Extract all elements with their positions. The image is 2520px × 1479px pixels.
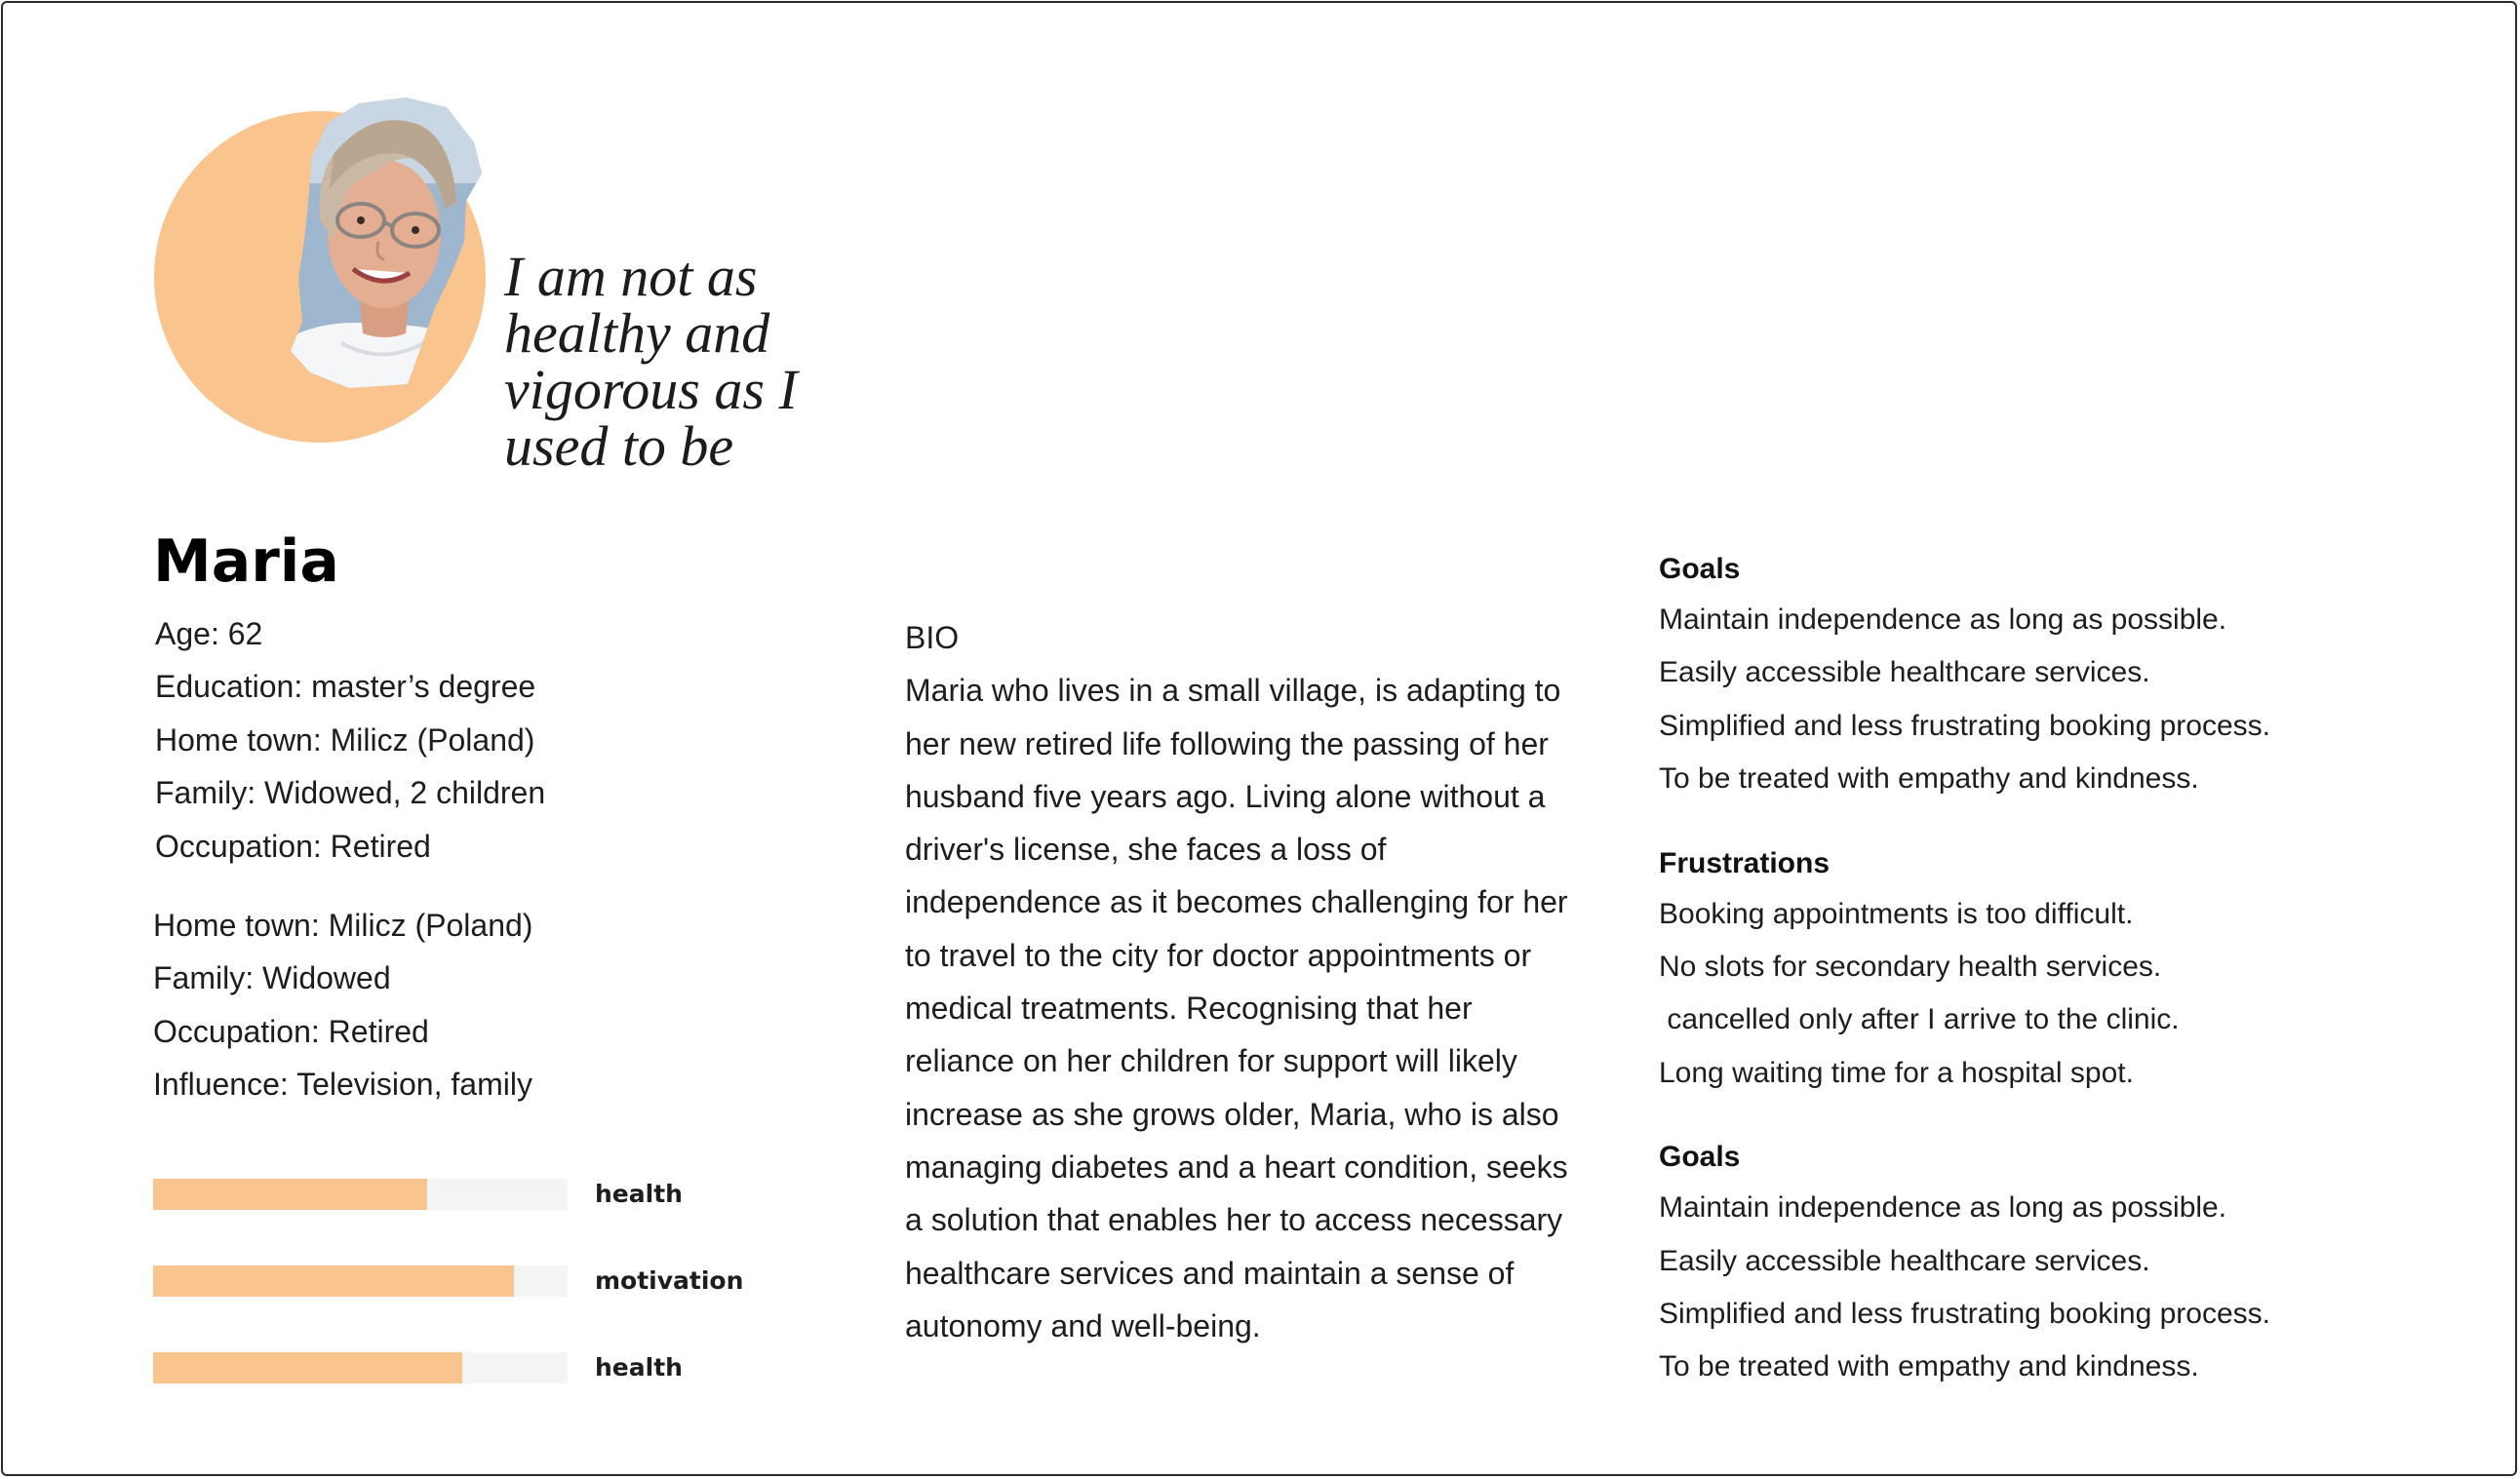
persona-details-secondary xyxy=(153,899,836,1111)
goals-frustrations-column xyxy=(1659,545,2459,1427)
section-title: Goals xyxy=(1659,1141,1741,1174)
avatar xyxy=(154,96,544,447)
persona-quote: I am not as healthy and vigorous as I used to be xyxy=(504,245,798,478)
goal-item: Maintain independence as long as possible. xyxy=(1659,603,2227,636)
detail-home-town: Home town: Milicz (Poland) xyxy=(155,721,535,758)
meter-label: health xyxy=(595,1353,683,1382)
frustration-item: No slots for secondary health services. xyxy=(1659,951,2162,984)
bio-title: BIO xyxy=(905,620,960,655)
detail-influence: Influence: Television, family xyxy=(153,1067,532,1103)
section-title: Frustrations xyxy=(1659,846,1831,879)
frustration-item: Booking appointments is too difficult. xyxy=(1659,897,2134,930)
trait-meters xyxy=(153,1179,836,1439)
frustrations-section xyxy=(1659,839,2459,1101)
goal-item: Easily accessible healthcare services. xyxy=(1659,656,2150,689)
goal-item: Maintain independence as long as possible. xyxy=(1659,1191,2227,1225)
detail-occupation: Occupation: Retired xyxy=(153,1013,429,1049)
detail-family: Family: Widowed xyxy=(153,960,391,996)
meter-health xyxy=(153,1179,836,1210)
meter-label: motivation xyxy=(595,1266,744,1295)
meter-fill xyxy=(153,1265,514,1297)
detail-age: Age: 62 xyxy=(155,616,263,651)
meter-motivation xyxy=(153,1265,836,1297)
bio-section xyxy=(905,611,1568,1352)
persona-card xyxy=(1,1,2517,1476)
meter-health-secondary xyxy=(153,1352,836,1383)
detail-education: Education: master’s degree xyxy=(155,669,536,705)
meter-track xyxy=(153,1265,568,1297)
goal-item: Simplified and less frustrating booking process. xyxy=(1659,1298,2270,1331)
meter-fill xyxy=(153,1179,427,1210)
meter-track xyxy=(153,1179,568,1210)
frustration-item: cancelled only after I arrive to the clinic. xyxy=(1659,1003,2180,1036)
persona-details-primary xyxy=(155,607,838,873)
bio-text: Maria who lives in a small village, is adapting to her new retired life following the passing of her husband five years ago. Living alone without a driver's license, she faces a loss of independence as it becomes challenging for her to travel to the city for doctor appointments or medical treatments. Recognising that her reliance on her children for support will likely increase as she grows older, Maria, who is also managing diabetes and a heart condition, seeks a solution that enables her to access necessary healthcare services and maintain a sense of autonomy and well-being. xyxy=(905,673,1568,1343)
goal-item: To be treated with empathy and kindness. xyxy=(1659,762,2199,796)
meter-track xyxy=(153,1352,568,1383)
meter-fill xyxy=(153,1352,462,1383)
persona-name: Maria xyxy=(153,527,339,596)
goal-item: Simplified and less frustrating booking process. xyxy=(1659,709,2270,742)
goals-section-secondary xyxy=(1659,1133,2459,1394)
detail-home-town: Home town: Milicz (Poland) xyxy=(153,908,533,943)
detail-occupation: Occupation: Retired xyxy=(155,828,431,864)
meter-label: health xyxy=(595,1180,683,1208)
goal-item: Easily accessible healthcare services. xyxy=(1659,1244,2150,1277)
frustration-item: Long waiting time for a hospital spot. xyxy=(1659,1056,2134,1089)
section-title: Goals xyxy=(1659,553,1741,585)
detail-family: Family: Widowed, 2 children xyxy=(155,775,546,811)
goals-section xyxy=(1659,545,2459,806)
goal-item: To be treated with empathy and kindness. xyxy=(1659,1350,2199,1383)
